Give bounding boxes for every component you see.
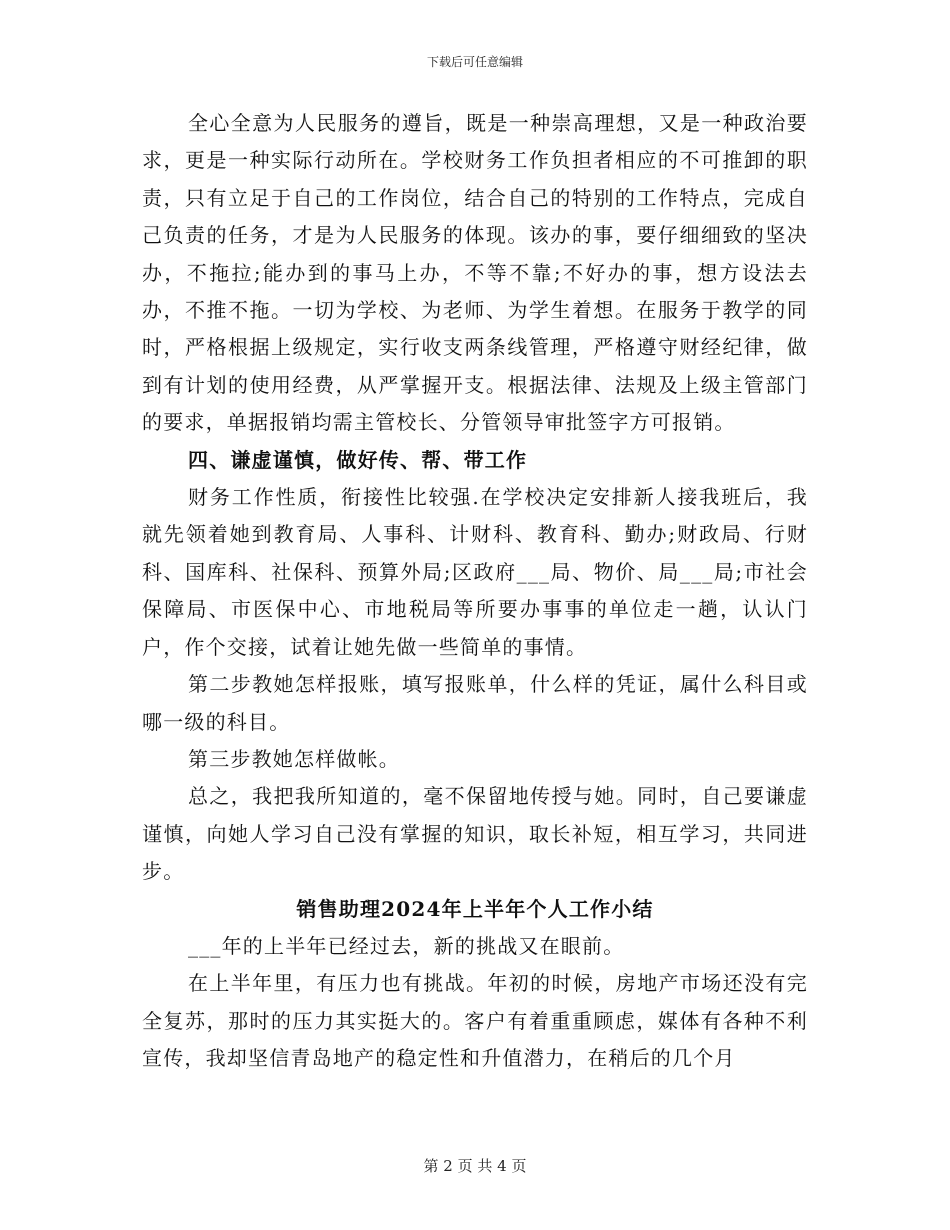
paragraph-step-two: 第二步教她怎样报账，填写报账单，什么样的凭证，属什么科目或哪一级的科目。 [142,672,808,734]
paragraph-summary: 总之，我把我所知道的，毫不保留地传授与她。同时，自己要谦虚谨慎，向她人学习自己没有掌握的知识，取长补短，相互学习，共同进步。 [142,784,808,884]
section-heading-4: 四、谦虚谨慎，做好传、帮、带工作 [188,447,528,472]
document-body [142,105,808,1078]
paragraph-service: 全心全意为人民服务的遵旨，既是一种崇高理想，又是一种政治要求，更是一种实际行动所在。学校财务工作负担者相应的不可推卸的职责，只有立足于自己的工作岗位，结合自己的特别的工作特点，完成自己负责的任务，才是为人民服务的体现。该办的事，要仔细细致的坚决办，不拖拉;能办到的事马上办，不等不靠;不好办的事，想方设法去办，不推不拖。一切为学校、为老师、为学生着想。在服务于教学的同时，严格根据上级规定，实行收支两条线管理，严格遵守财经纪律，做到有计划的使用经费，从严掌握开支。根据法律、法规及上级主管部门的要求，单据报销均需主管校长、分管领导审批签字方可报销。 [142,111,808,435]
page-header: 下载后可任意编辑 [426,55,523,69]
paragraph-intro: ___年的上半年已经过去，新的挑战又在眼前。 [188,933,625,958]
page-number: 第 2 页 共 4 页 [423,1157,527,1175]
paragraph-first-half: 在上半年里，有压力也有挑战。年初的时候，房地产市场还没有完全复苏，那时的压力其实挺大的。客户有着重重顾虑，媒体有各种不利宣传，我却坚信青岛地产的稳定性和升值潜力，在稍后的几个月 [142,971,808,1071]
paragraph-step-three: 第三步教她怎样做帐。 [188,746,400,771]
paragraph-handover: 财务工作性质，衔接性比较强.在学校决定安排新人接我班后，我就先领着她到教育局、人事科、计财科、教育科、勤办;财政局、行财科、国库科、社保科、预算外局;区政府___局、物价、局___局;市社会保障局、市医保中心、市地税局等所要办事事的单位走一趟，认认门户，作个交接，试着让她先做一些简单的事情。 [142,485,808,659]
document-title: 销售助理2024年上半年个人工作小结 [296,896,654,921]
